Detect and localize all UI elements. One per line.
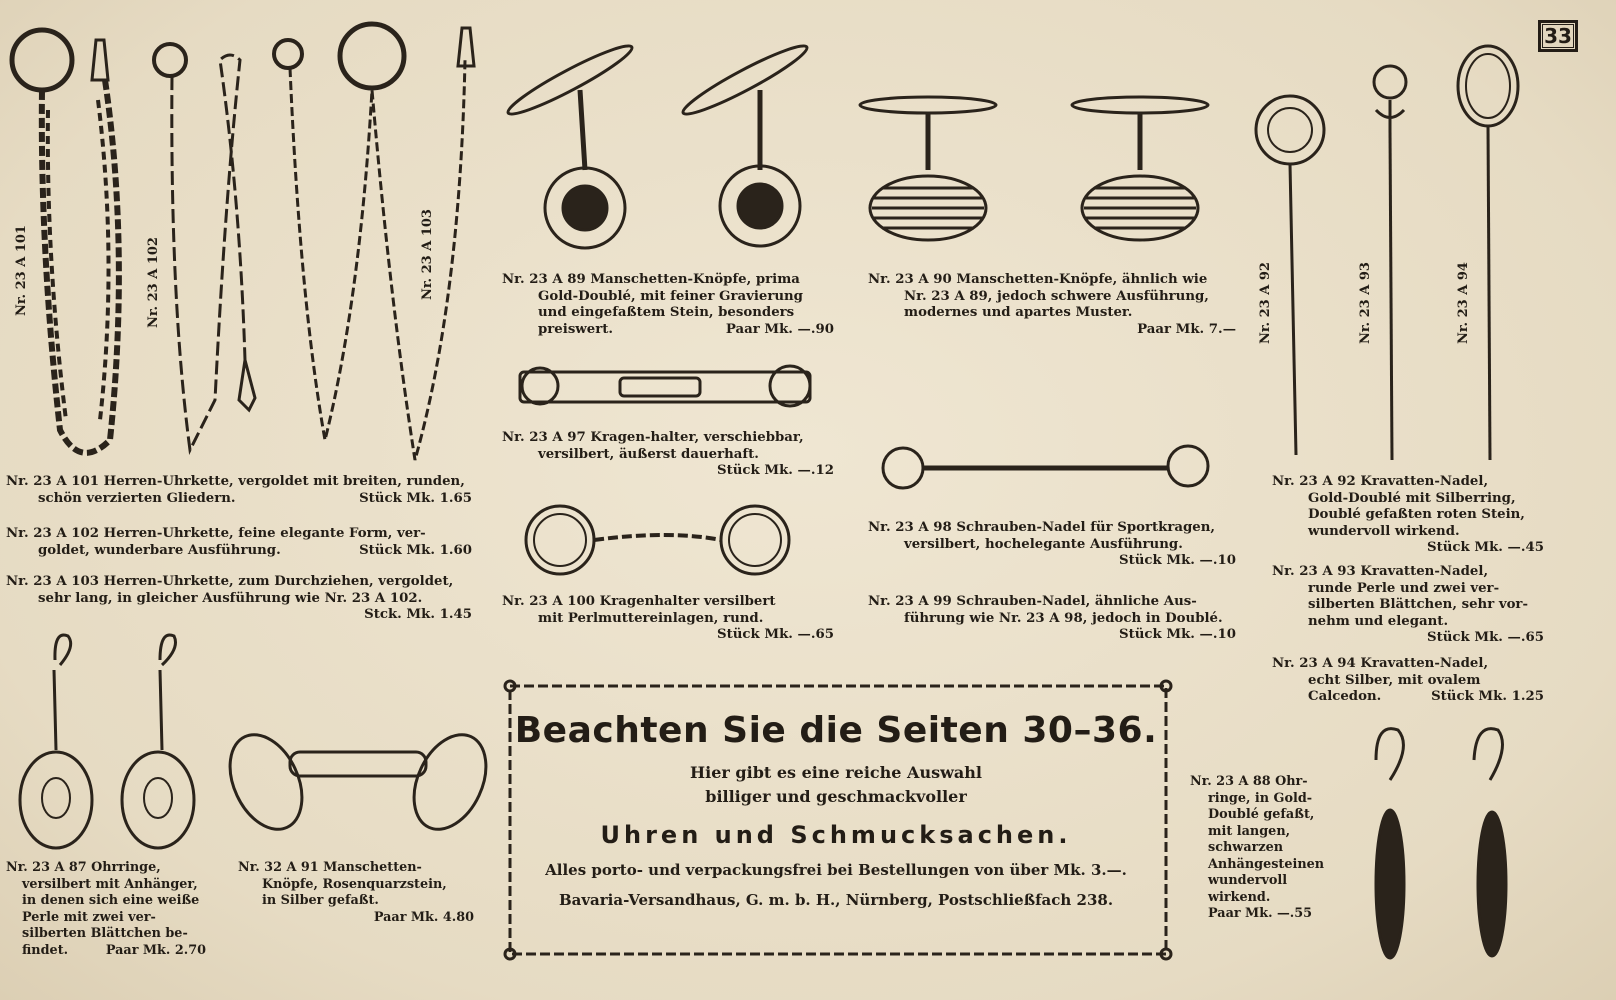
vertical-label-94: Nr. 23 A 94 <box>1456 262 1471 344</box>
chain-ring-102 <box>154 44 186 76</box>
notice-headline: Uhren und Schmucksachen. <box>600 821 1072 849</box>
vertical-label-92: Nr. 23 A 92 <box>1258 262 1273 344</box>
notice-sub-2: billiger und geschmackvoller <box>705 787 967 806</box>
notice-address: Bavaria-Versandhaus, G. m. b. H., Nürnberg, Postschließfach 238. <box>558 891 1114 909</box>
item-91: Nr. 32 A 91 Manschetten- Knöpfe, Rosenquarzstein, in Silber gefaßt. Paar Mk. 4.80 <box>238 860 474 925</box>
vertical-label-93: Nr. 23 A 93 <box>1358 262 1373 344</box>
tie-pin-92-head <box>1256 96 1324 164</box>
item-89: Nr. 23 A 89 Manschetten-Knöpfe, prima Gold-Doublé, mit feiner Gravierung und eingefaßtem Stein, besonders Paar Mk. —.90 preiswert. <box>502 272 834 337</box>
item-102: Nr. 23 A 102 Herren-Uhrkette, feine elegante Form, ver- Stück Mk. 1.60 goldet, wunderbare Ausführung. <box>6 526 472 558</box>
vertical-label-102: Nr. 23 A 102 <box>146 237 161 328</box>
chain-102 <box>172 55 245 450</box>
item-87: Nr. 23 A 87 Ohrringe, versilbert mit Anhänger, in denen sich eine weiße Perle mit zwei ver- silberten Blättchen be- Paar Mk. 2.70 findet. <box>6 860 206 958</box>
vertical-label-103: Nr. 23 A 103 <box>420 209 435 300</box>
earring-87-a <box>20 752 92 848</box>
earring-88-a <box>1376 810 1404 958</box>
cufflink-91-a <box>216 723 316 841</box>
earring-88-b <box>1478 812 1506 956</box>
item-94: Nr. 23 A 94 Kravatten-Nadel, echt Silber, mit ovalem Stück Mk. 1.25 Calcedon. <box>1272 656 1544 704</box>
item-100: Nr. 23 A 100 Kragenhalter versilbert mit Perlmuttereinlagen, rund. Stück Mk. —.65 <box>502 594 834 642</box>
notice-sub-1: Hier gibt es eine reiche Auswahl <box>690 763 982 782</box>
screw-pin-98-a <box>883 448 923 488</box>
vertical-label-101: Nr. 23 A 101 <box>14 225 29 316</box>
item-97: Nr. 23 A 97 Kragen-halter, verschiebbar, versilbert, äußerst dauerhaft. Stück Mk. —.12 <box>502 430 834 478</box>
cufflink-89-bar <box>503 38 636 121</box>
notice-shipping: Alles porto- und verpackungsfrei bei Bestellungen von über Mk. 3.—. <box>545 861 1127 879</box>
notice-box <box>506 682 1166 954</box>
chain-103 <box>290 60 465 460</box>
cufflink-91-b <box>400 723 500 841</box>
collar-holder-100-a <box>526 506 594 574</box>
item-101: Nr. 23 A 101 Herren-Uhrkette, vergoldet mit breiten, runden, Stück Mk. 1.65 schön verzierten Gliedern. <box>6 474 472 506</box>
item-88: Nr. 23 A 88 Ohr- ringe, in Gold- Doublé gefaßt, mit langen, schwarzen Anhängesteinen wundervoll wirkend. Paar Mk. —.55 <box>1190 774 1325 921</box>
chain-ring-101 <box>12 30 72 90</box>
item-92: Nr. 23 A 92 Kravatten-Nadel, Gold-Doublé mit Silberring, Doublé gefaßten roten Stein, wundervoll wirkend. Stück Mk. —.45 <box>1272 474 1544 555</box>
collar-holder-100-b <box>721 506 789 574</box>
item-93: Nr. 23 A 93 Kravatten-Nadel, runde Perle und zwei ver- silberten Blättchen, sehr vor- nehm und elegant. Stück Mk. —.65 <box>1272 564 1544 645</box>
earring-87-b <box>122 752 194 848</box>
chain-ring-103 <box>274 40 302 68</box>
item-98: Nr. 23 A 98 Schrauben-Nadel für Sportkragen, versilbert, hochelegante Ausführung. Stück Mk. —.10 <box>868 520 1236 568</box>
notice-title: Beachten Sie die Seiten 30–36. <box>514 710 1158 751</box>
item-90: Nr. 23 A 90 Manschetten-Knöpfe, ähnlich wie Nr. 23 A 89, jedoch schwere Ausführung, modernes und apartes Muster. Paar Mk. 7.— <box>868 272 1236 337</box>
screw-pin-98-b <box>1168 446 1208 486</box>
cufflink-90-top-a <box>860 97 996 113</box>
item-99: Nr. 23 A 99 Schrauben-Nadel, ähnliche Aus- führung wie Nr. 23 A 98, jedoch in Doublé. Stück Mk. —.10 <box>868 594 1236 642</box>
page-number: 33 <box>1538 20 1578 52</box>
tie-pin-93-head <box>1374 66 1406 98</box>
item-103: Nr. 23 A 103 Herren-Uhrkette, zum Durchziehen, vergoldet, sehr lang, in gleicher Ausführung wie Nr. 23 A 102. Stck. Mk. 1.45 <box>6 574 472 622</box>
